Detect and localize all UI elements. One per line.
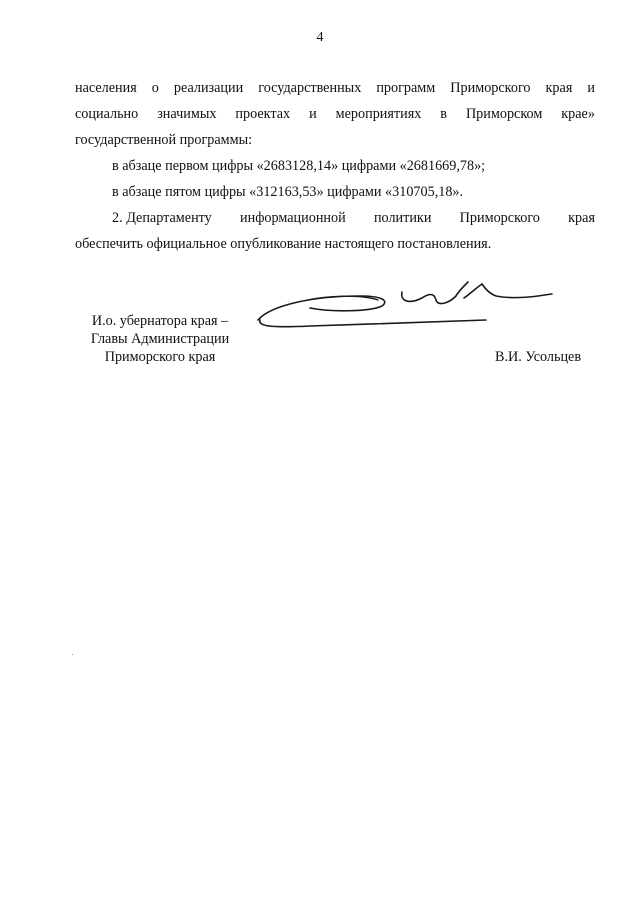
word: мероприятиях	[335, 106, 422, 122]
word: края	[568, 210, 595, 226]
paragraph-1-line-2	[75, 105, 595, 123]
word: Приморском	[465, 106, 543, 122]
word: в	[440, 106, 447, 122]
amendment-item-1: в абзаце первом цифры «2683128,14» цифрами «2681669,78»;	[112, 158, 486, 174]
signatory-title-line-3: Приморского края	[104, 349, 216, 365]
signatory-title-line-2: Главы Администрации	[90, 331, 230, 347]
paragraph-2-line-1	[112, 209, 595, 227]
word: о	[151, 80, 159, 96]
paragraph-1-line-3: государственной программы:	[75, 132, 253, 148]
signatory-title-line-1: И.о. убернатора края –	[91, 313, 229, 329]
word: государственных	[258, 80, 362, 96]
amendment-item-2: в абзаце пятом цифры «312163,53» цифрами «310705,18».	[112, 184, 464, 200]
paragraph-1-line-1	[75, 79, 595, 97]
signer-name: В.И. Усольцев	[495, 349, 582, 365]
paragraph-2-line-2: обеспечить официальное опубликование настоящего постановления.	[75, 236, 492, 252]
page-number: 4	[316, 30, 324, 45]
word: Приморского	[459, 210, 540, 226]
word: Приморского	[450, 80, 531, 96]
signatory-title	[75, 312, 245, 366]
word: проектах	[235, 106, 291, 122]
word: 2. Департаменту	[112, 210, 212, 226]
word: и	[587, 80, 595, 96]
word: реализации	[173, 80, 244, 96]
word: населения	[75, 80, 137, 96]
word: и	[309, 106, 317, 122]
word: значимых	[157, 106, 217, 122]
word: социально	[75, 106, 139, 122]
scan-speck	[72, 654, 73, 655]
word: политики	[373, 210, 432, 226]
word: края	[545, 80, 573, 96]
word: информационной	[240, 210, 346, 226]
word: крае»	[561, 106, 595, 122]
word: программ	[376, 80, 436, 96]
handwritten-signature	[250, 276, 560, 336]
